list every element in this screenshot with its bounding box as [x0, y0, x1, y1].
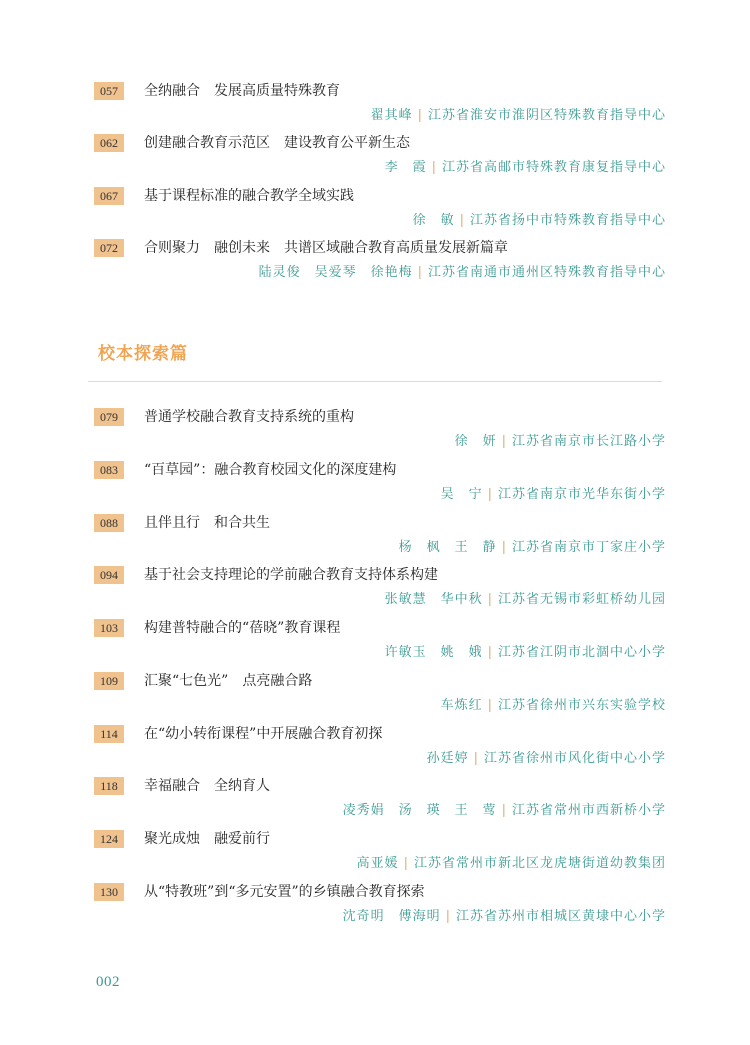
entry-org: 江苏省常州市新北区龙虎塘街道幼教集团 — [413, 856, 666, 871]
entry-org: 江苏省南京市长江路小学 — [511, 434, 666, 449]
entry-title: “百草园”：融合教育校园文化的深度建构 — [144, 462, 397, 478]
page-badge: 114 — [94, 725, 124, 743]
page-badge: 067 — [94, 187, 124, 205]
entry-title: 创建融合教育示范区 建设教育公平新生态 — [144, 135, 410, 151]
separator: | — [431, 160, 437, 175]
page-badge: 072 — [94, 239, 124, 257]
entry-byline — [371, 107, 666, 125]
entry-authors: 徐 敏 — [412, 213, 455, 228]
entry-authors: 沈奇明 傅海明 — [342, 909, 441, 924]
separator: | — [501, 803, 507, 818]
entry-org: 江苏省南通市通州区特殊教育指导中心 — [427, 265, 666, 280]
page-badge: 109 — [94, 672, 124, 690]
entry-byline — [385, 159, 666, 177]
entry-authors: 杨 枫 王 静 — [398, 540, 497, 555]
entry-byline — [343, 908, 666, 926]
entry-title: 且伴且行 和合共生 — [144, 515, 270, 531]
entry-title: 聚光成烛 融爱前行 — [144, 831, 270, 847]
entry-authors: 许敏玉 姚 娥 — [384, 645, 483, 660]
entry-byline — [385, 644, 666, 662]
page-badge: 130 — [94, 883, 124, 901]
entry-byline — [441, 486, 666, 504]
entry-title: 幸福融合 全纳育人 — [144, 778, 270, 794]
separator: | — [403, 856, 409, 871]
entry-byline — [343, 802, 666, 820]
entry-authors: 吴 宁 — [440, 487, 483, 502]
entry-title: 基于课程标准的融合教学全域实践 — [144, 188, 354, 204]
entry-org: 江苏省徐州市风化街中心小学 — [483, 751, 666, 766]
entry-title: 构建普特融合的“蓓晓”教育课程 — [144, 620, 341, 636]
entry-org: 江苏省高邮市特殊教育康复指导中心 — [441, 160, 666, 175]
entry-byline — [399, 539, 666, 557]
entry-title: 全纳融合 发展高质量特殊教育 — [144, 83, 340, 99]
entry-title: 基于社会支持理论的学前融合教育支持体系构建 — [144, 567, 438, 583]
section-divider — [88, 381, 662, 382]
page-badge: 103 — [94, 619, 124, 637]
entry-org: 江苏省南京市光华东街小学 — [497, 487, 666, 502]
page-badge: 088 — [94, 514, 124, 532]
entry-title: 合则聚力 融创未来 共谱区域融合教育高质量发展新篇章 — [144, 240, 508, 256]
entry-byline — [441, 697, 666, 715]
separator: | — [501, 540, 507, 555]
separator: | — [473, 751, 479, 766]
entry-authors: 孙廷婷 — [426, 751, 469, 766]
separator: | — [501, 434, 507, 449]
page-badge: 062 — [94, 134, 124, 152]
entry-authors: 李 霞 — [384, 160, 427, 175]
separator: | — [487, 645, 493, 660]
entry-authors: 翟其峰 — [370, 108, 413, 123]
entry-org: 江苏省常州市西新桥小学 — [511, 803, 666, 818]
entry-authors: 车炼红 — [440, 698, 483, 713]
entry-org: 江苏省江阴市北涸中心小学 — [497, 645, 666, 660]
entry-byline — [385, 591, 666, 609]
entry-org: 江苏省徐州市兴东实验学校 — [497, 698, 666, 713]
page-number: 002 — [96, 974, 120, 990]
separator: | — [459, 213, 465, 228]
separator: | — [417, 265, 423, 280]
entry-title: 汇聚“七色光” 点亮融合路 — [144, 673, 313, 689]
section-title: 校本探索篇 — [98, 344, 188, 364]
separator: | — [487, 592, 493, 607]
entry-byline — [427, 750, 666, 768]
entry-authors: 徐 妍 — [454, 434, 497, 449]
entry-org: 江苏省淮安市淮阴区特殊教育指导中心 — [427, 108, 666, 123]
page-badge: 124 — [94, 830, 124, 848]
entry-authors: 陆灵俊 吴爱琴 徐艳梅 — [258, 265, 413, 280]
page-badge: 079 — [94, 408, 124, 426]
entry-org: 江苏省苏州市相城区黄埭中心小学 — [455, 909, 666, 924]
page-badge: 083 — [94, 461, 124, 479]
entry-org: 江苏省无锡市彩虹桥幼儿园 — [497, 592, 666, 607]
entry-byline — [413, 212, 666, 230]
entry-org: 江苏省南京市丁家庄小学 — [511, 540, 666, 555]
entry-title: 从“特教班”到“多元安置”的乡镇融合教育探索 — [144, 884, 425, 900]
separator: | — [487, 698, 493, 713]
page-badge: 118 — [94, 777, 124, 795]
entry-byline — [455, 433, 666, 451]
entry-org: 江苏省扬中市特殊教育指导中心 — [469, 213, 666, 228]
entry-title: 在“幼小转衔课程”中开展融合教育初探 — [144, 726, 383, 742]
entry-authors: 张敏慧 华中秋 — [384, 592, 483, 607]
entry-authors: 高亚媛 — [356, 856, 399, 871]
entry-byline — [259, 264, 666, 282]
page-badge: 094 — [94, 566, 124, 584]
page-badge: 057 — [94, 82, 124, 100]
separator: | — [487, 487, 493, 502]
separator: | — [417, 108, 423, 123]
entry-title: 普通学校融合教育支持系统的重构 — [144, 409, 354, 425]
entry-byline — [357, 855, 666, 873]
separator: | — [445, 909, 451, 924]
entry-authors: 凌秀娟 汤 瑛 王 莺 — [342, 803, 497, 818]
